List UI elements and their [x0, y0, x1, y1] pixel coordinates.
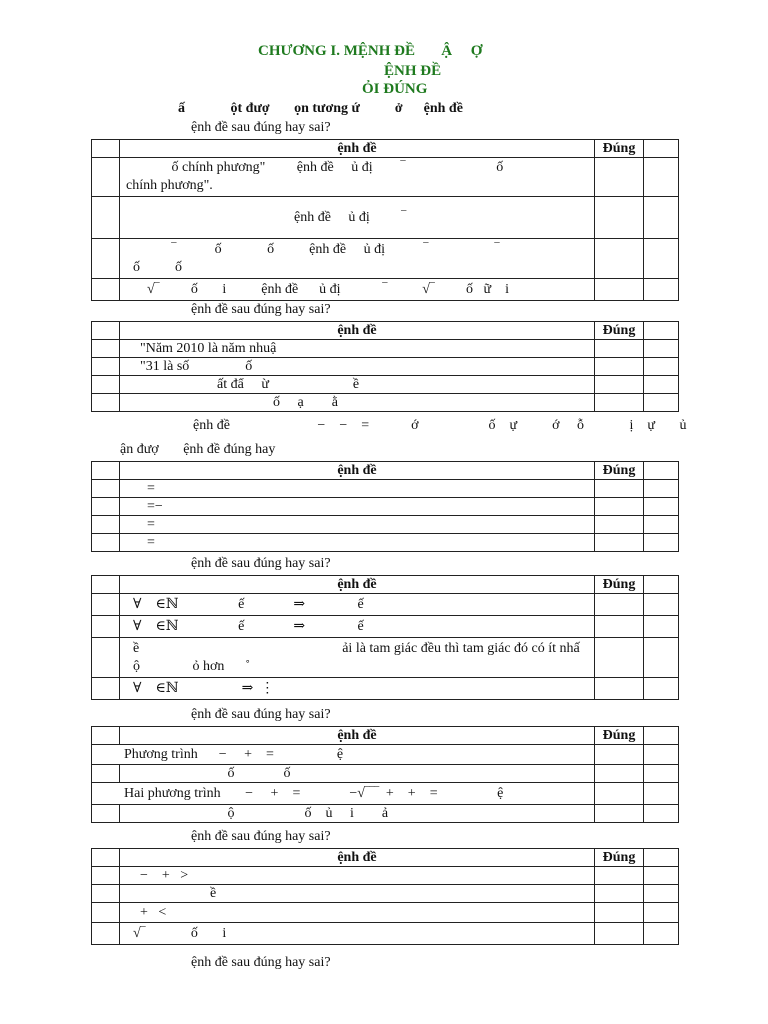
- answer-cell[interactable]: [595, 358, 644, 376]
- answer-cell[interactable]: [644, 594, 679, 616]
- answer-cell[interactable]: [595, 480, 644, 498]
- question-2-label: ệnh đề sau đúng hay sai?: [191, 302, 331, 317]
- problem-statement: ệnh đề − − = ớ ố ự ớ ỗ ị ự ủ: [193, 418, 687, 433]
- proposition-cell: √‾ ố i: [120, 923, 595, 945]
- answer-cell[interactable]: [644, 745, 679, 765]
- proposition-cell: ề: [120, 885, 595, 903]
- subsection-title: ỎI ĐÚNG: [362, 81, 428, 97]
- section-title: ỆNH ĐỀ: [384, 63, 442, 79]
- proposition-cell: =: [120, 480, 595, 498]
- answer-cell[interactable]: [644, 394, 679, 412]
- answer-cell[interactable]: [595, 805, 644, 823]
- answer-cell[interactable]: [644, 376, 679, 394]
- proposition-cell: ố chính phương" ệnh đề ủ đị ‾ ố chính phương".: [120, 158, 595, 197]
- column-header-proposition: ệnh đề: [120, 140, 595, 158]
- answer-cell[interactable]: [644, 358, 679, 376]
- answer-cell[interactable]: [595, 516, 644, 534]
- proposition-cell: Hai phương trình − + = −√‾‾‾ + + = ệ: [92, 783, 595, 805]
- chapter-title: CHƯƠNG I. MỆNH ĐỀ Ậ Ợ: [258, 43, 483, 59]
- answer-cell[interactable]: [644, 867, 679, 885]
- answer-cell[interactable]: [595, 340, 644, 358]
- row-number-cell: [92, 158, 120, 197]
- proposition-cell: "Năm 2010 là năm nhuậ: [120, 340, 595, 358]
- column-header-proposition: ệnh đề: [120, 462, 595, 480]
- proposition-cell: ệnh đề ủ đị ‾: [120, 197, 595, 239]
- answer-cell[interactable]: [644, 498, 679, 516]
- answer-cell[interactable]: [595, 158, 644, 197]
- answer-cell[interactable]: [595, 765, 644, 783]
- column-header-true: Đúng: [595, 462, 644, 480]
- answer-cell[interactable]: [595, 376, 644, 394]
- proposition-cell: + <: [120, 903, 595, 923]
- question-7-label: ệnh đề sau đúng hay sai?: [191, 955, 331, 970]
- column-header-proposition: ệnh đề: [120, 322, 595, 340]
- answer-cell[interactable]: [644, 197, 679, 239]
- table-1: [91, 139, 679, 301]
- answer-cell[interactable]: [595, 279, 644, 301]
- answer-cell[interactable]: [644, 923, 679, 945]
- proposition-cell: ∀ ∈ℕ ế ⇒ ế: [120, 594, 595, 616]
- answer-cell[interactable]: [595, 197, 644, 239]
- proposition-cell: ề ải là tam giác đều thì tam giác đó có ít nhấ ộ ỏ hơn ˚: [120, 638, 595, 678]
- proposition-cell: ∀ ∈ℕ ế ⇒ ế: [120, 616, 595, 638]
- row-number-cell: [92, 279, 120, 301]
- problem-statement-continued: ận đượ ệnh đề đúng hay: [120, 442, 276, 457]
- question-5-label: ệnh đề sau đúng hay sai?: [191, 707, 331, 722]
- question-4-label: ệnh đề sau đúng hay sai?: [191, 556, 331, 571]
- answer-cell[interactable]: [595, 534, 644, 552]
- column-header-true: Đúng: [595, 140, 644, 158]
- answer-cell[interactable]: [595, 394, 644, 412]
- answer-cell[interactable]: [595, 867, 644, 885]
- answer-cell[interactable]: [595, 903, 644, 923]
- column-header-true: Đúng: [595, 576, 644, 594]
- answer-cell[interactable]: [595, 498, 644, 516]
- answer-cell[interactable]: [644, 534, 679, 552]
- column-header-true: Đúng: [595, 322, 644, 340]
- answer-cell[interactable]: [644, 158, 679, 197]
- answer-cell[interactable]: [644, 340, 679, 358]
- answer-cell[interactable]: [644, 239, 679, 279]
- answer-cell[interactable]: [595, 745, 644, 765]
- column-header-true: Đúng: [595, 727, 644, 745]
- proposition-cell: ất đẩ ừ ề: [120, 376, 595, 394]
- answer-cell[interactable]: [595, 594, 644, 616]
- table-4: [91, 575, 679, 700]
- question-1-label: ệnh đề sau đúng hay sai?: [191, 120, 331, 135]
- answer-cell[interactable]: [644, 783, 679, 805]
- question-6-label: ệnh đề sau đúng hay sai?: [191, 829, 331, 844]
- answer-cell[interactable]: [595, 783, 644, 805]
- instruction-line: ấ ột đượ ọn tương ứ ở ệnh đề: [178, 101, 463, 116]
- answer-cell[interactable]: [644, 678, 679, 700]
- answer-cell[interactable]: [644, 903, 679, 923]
- proposition-cell: Phương trình − + = ệ: [92, 745, 595, 765]
- proposition-cell: ‾ ố ố ệnh đề ủ đị ‾ ‾ ố ố: [120, 239, 595, 279]
- answer-cell[interactable]: [644, 480, 679, 498]
- proposition-cell: =−: [120, 498, 595, 516]
- proposition-cell: − + >: [120, 867, 595, 885]
- proposition-cell: =: [120, 516, 595, 534]
- proposition-cell: ∀ ∈ℕ ⇒ ⋮: [120, 678, 595, 700]
- table-3: [91, 461, 679, 552]
- proposition-cell: √‾ ố i ệnh đề ủ đị ‾ √‾ ố ữ i: [120, 279, 595, 301]
- column-header-true: Đúng: [595, 849, 644, 867]
- proposition-cell: ố ạ ằ: [120, 394, 595, 412]
- answer-cell[interactable]: [644, 516, 679, 534]
- answer-cell[interactable]: [644, 765, 679, 783]
- answer-cell[interactable]: [595, 638, 644, 678]
- proposition-cell: "31 là số ố: [120, 358, 595, 376]
- column-header-proposition: ệnh đề: [120, 849, 595, 867]
- answer-cell[interactable]: [644, 616, 679, 638]
- column-header-proposition: ệnh đề: [120, 576, 595, 594]
- answer-cell[interactable]: [595, 885, 644, 903]
- row-number-cell: [92, 239, 120, 279]
- table-2: [91, 321, 679, 412]
- answer-cell[interactable]: [595, 616, 644, 638]
- row-number-cell: [92, 197, 120, 239]
- answer-cell[interactable]: [644, 885, 679, 903]
- answer-cell[interactable]: [644, 805, 679, 823]
- table-5: [91, 726, 679, 823]
- answer-cell[interactable]: [595, 239, 644, 279]
- table-6: [91, 848, 679, 945]
- column-header-proposition: ệnh đề: [120, 727, 595, 745]
- answer-cell[interactable]: [644, 279, 679, 301]
- proposition-cell: =: [120, 534, 595, 552]
- answer-cell[interactable]: [644, 638, 679, 678]
- proposition-cell: ố ố: [120, 765, 595, 783]
- answer-cell[interactable]: [595, 923, 644, 945]
- proposition-cell: ộ ố ủ i ả: [120, 805, 595, 823]
- answer-cell[interactable]: [595, 678, 644, 700]
